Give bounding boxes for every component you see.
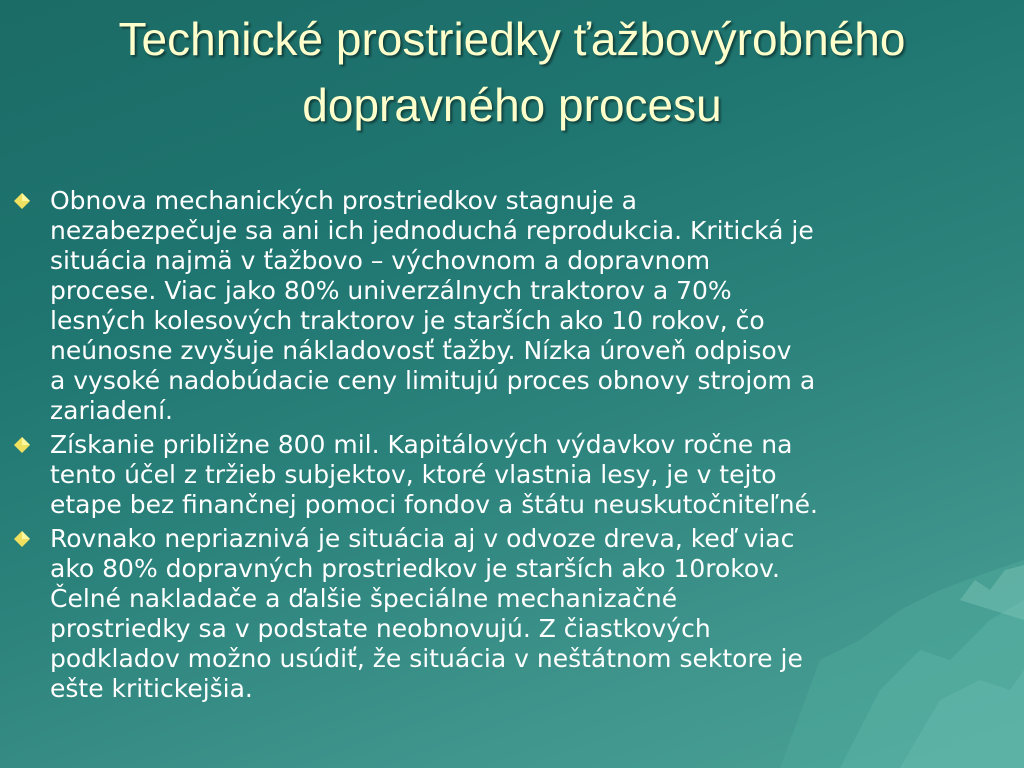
- bullet-text-line: ako 80% dopravných prostriedkov je starších ako 10rokov.: [50, 554, 780, 583]
- bullet-text-line: ešte kritickejšia.: [50, 674, 253, 703]
- title-line-1: Technické prostriedky ťažbovýrobného: [118, 13, 906, 65]
- bullet-text-line: situácia najmä v ťažbovo – výchovnom a dopravnom: [50, 246, 711, 275]
- bullet-text-line: prostriedky sa v podstate neobnovujú. Z čiastkových: [50, 614, 711, 643]
- bullet-item-1: [8, 186, 1018, 426]
- bullet-text-line: nezabezpečuje sa ani ich jednoduchá reprodukcia. Kritická je: [50, 216, 814, 245]
- bullet-list: [8, 186, 1018, 708]
- bullet-text-line: Získanie približne 800 mil. Kapitálových výdavkov ročne na: [50, 430, 793, 459]
- bullet-text-line: neúnosne zvyšuje nákladovosť ťažby. Nízka úroveň odpisov: [50, 336, 792, 365]
- bullet-text-line: Čelné nakladače a ďalšie špeciálne mechanizačné: [50, 584, 678, 613]
- bullet-text-line: Obnova mechanických prostriedkov stagnuje a: [50, 186, 637, 215]
- diamond-bullet-icon: [12, 191, 32, 211]
- diamond-bullet-icon: [12, 435, 32, 455]
- bullet-item-3: [8, 524, 1018, 704]
- bullet-text-line: a vysoké nadobúdacie ceny limitujú proces obnovy strojom a: [50, 366, 816, 395]
- title-line-2: dopravného procesu: [302, 79, 722, 131]
- bullet-text-line: zariadení.: [50, 396, 173, 425]
- diamond-bullet-icon: [12, 529, 32, 549]
- bullet-text-line: lesných kolesových traktorov je starších ako 10 rokov, čo: [50, 306, 765, 335]
- bullet-text-line: procese. Viac jako 80% univerzálnych traktorov a 70%: [50, 276, 732, 305]
- bullet-text-line: tento účel z tržieb subjektov, ktoré vlastnia lesy, je v tejto: [50, 460, 777, 489]
- bullet-text-line: podkladov možno usúdiť, že situácia v neštátnom sektore je: [50, 644, 803, 673]
- bullet-text-line: Rovnako nepriaznivá je situácia aj v odvoze dreva, keď viac: [50, 524, 795, 553]
- bullet-item-2: [8, 430, 1018, 520]
- slide-title: [0, 0, 1024, 146]
- bullet-text-line: etape bez finančnej pomoci fondov a štátu neuskutočniteľné.: [50, 490, 818, 519]
